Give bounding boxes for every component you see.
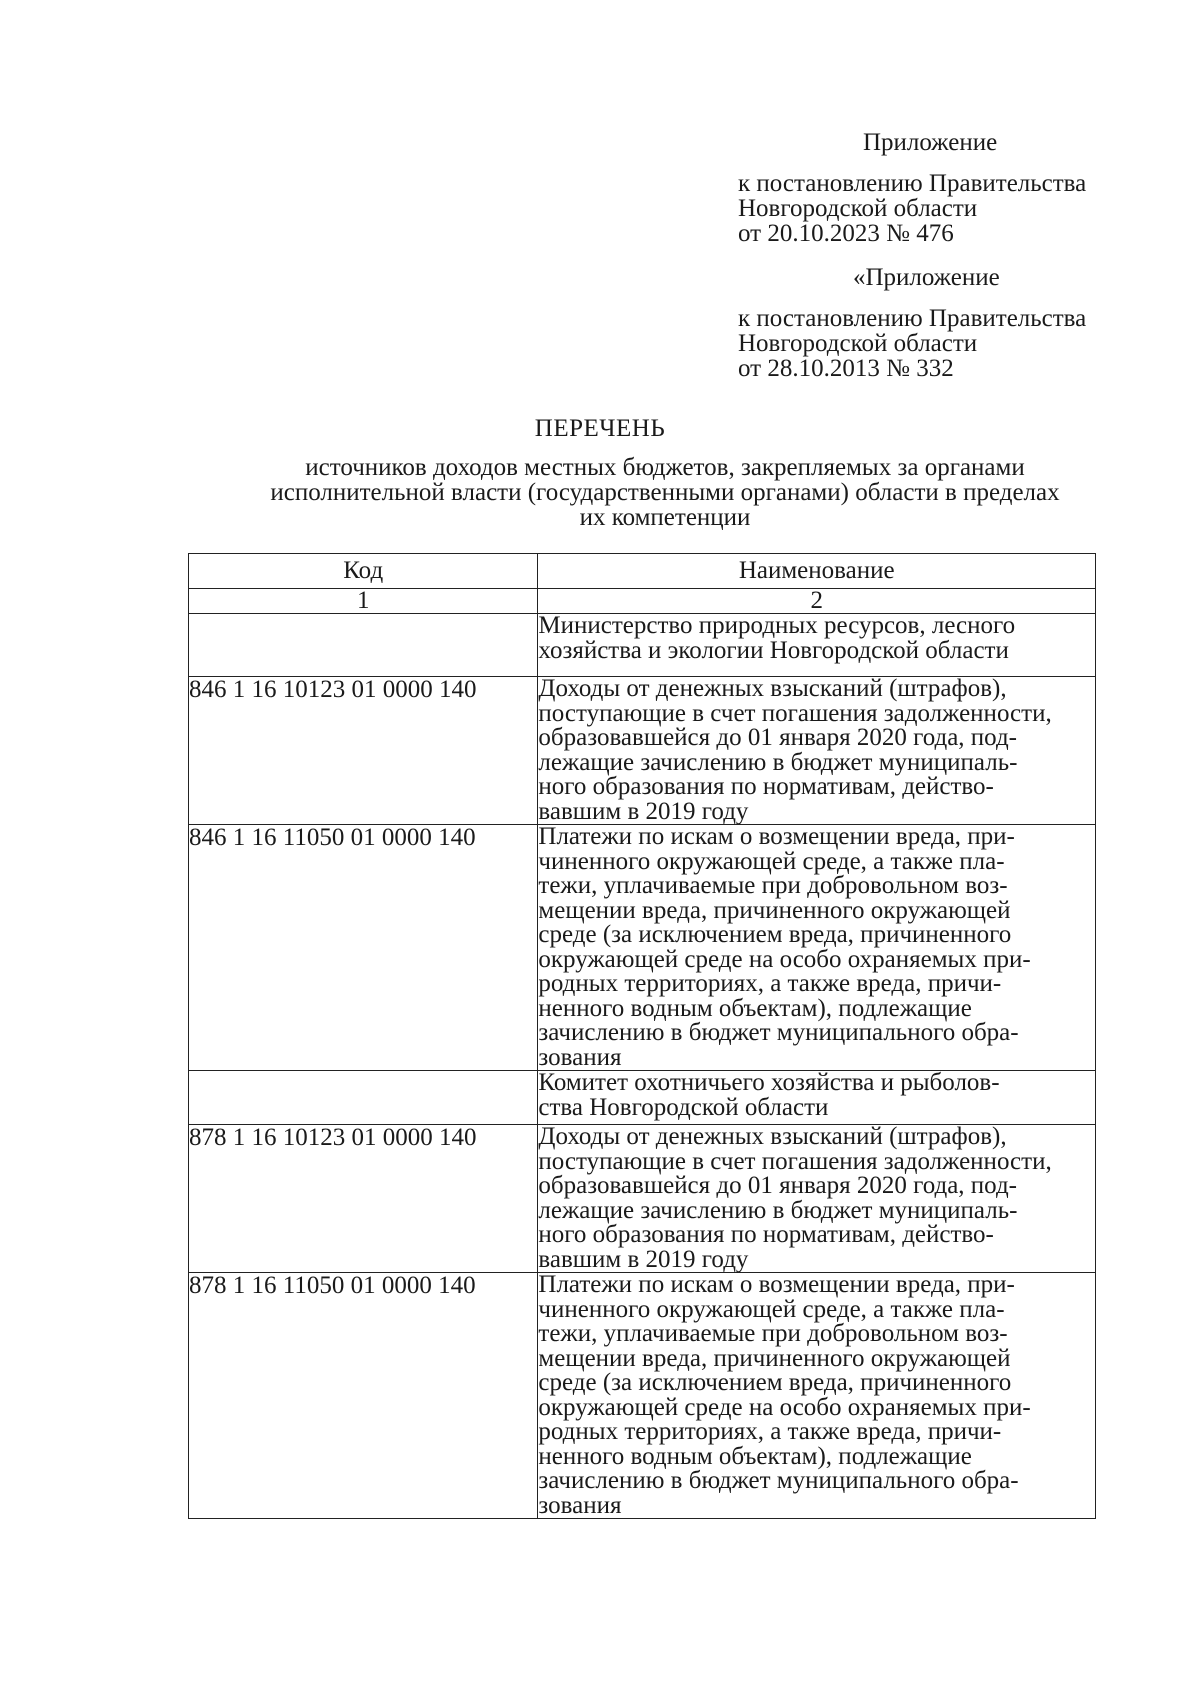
code-cell: 846 1 16 11050 01 0000 140 — [189, 825, 538, 1071]
name-cell — [538, 1071, 1096, 1125]
name-line: ного образования по нормативам, действо- — [538, 773, 994, 800]
name-line: вавшим в 2019 году — [538, 797, 749, 825]
name-cell — [538, 614, 1096, 677]
name-line: окружающей среде на особо охраняемых при- — [538, 1393, 1031, 1421]
name-cell — [538, 825, 1096, 1071]
appendix-block-original — [738, 265, 1086, 381]
appendix-line: от 28.10.2013 № 332 — [738, 355, 954, 382]
table-row — [189, 825, 1096, 1071]
name-line: ненного водным объектам), подлежащие — [538, 1442, 972, 1470]
name-line: родных территориях, а также вреда, причи- — [538, 1418, 1002, 1445]
appendix-line: к постановлению Правительства — [738, 170, 1087, 197]
header-code: Код — [189, 554, 538, 589]
name-line: лежащие зачислению в бюджет муниципаль- — [538, 748, 1018, 776]
appendix-line: Новгородской области — [738, 330, 978, 357]
name-line: Платежи по искам о возмещении вреда, при- — [538, 1271, 1015, 1298]
name-line: ного образования по нормативам, действо- — [538, 1221, 994, 1248]
name-line: тежи, уплачиваемые при добровольном воз- — [538, 872, 1008, 899]
name-line: ства Новгородской области — [538, 1093, 829, 1121]
name-line: окружающей среде на особо охраняемых при- — [538, 945, 1031, 973]
code-cell — [189, 1071, 538, 1125]
table-row — [189, 1125, 1096, 1273]
name-line: Доходы от денежных взысканий (штрафов), — [538, 675, 1007, 702]
name-line: зования — [538, 1491, 622, 1519]
name-line: хозяйства и экологии Новгородской области — [538, 636, 1009, 664]
name-cell — [538, 677, 1096, 825]
column-number: 2 — [538, 589, 1096, 614]
table-header-row — [189, 554, 1096, 589]
appendix-line: от 20.10.2023 № 476 — [738, 220, 954, 247]
name-line: Платежи по искам о возмещении вреда, при- — [538, 823, 1015, 850]
name-line: чиненного окружающей среде, а также пла- — [538, 1295, 1005, 1323]
name-line: зования — [538, 1043, 622, 1071]
name-line: родных территориях, а также вреда, причи- — [538, 970, 1002, 997]
name-line: вавшим в 2019 году — [538, 1245, 749, 1273]
name-line: среде (за исключением вреда, причиненного — [538, 921, 1012, 948]
header-name: Наименование — [538, 554, 1096, 589]
document-title: ПЕРЕЧЕНЬ — [534, 415, 666, 442]
name-line: поступающие в счет погашения задолженности, — [538, 699, 1052, 727]
appendix-line: Новгородской области — [738, 195, 978, 222]
name-line: поступающие в счет погашения задолженности, — [538, 1147, 1052, 1175]
appendix-title: Приложение — [863, 129, 998, 156]
name-line: чиненного окружающей среде, а также пла- — [538, 847, 1005, 875]
name-line: Доходы от денежных взысканий (штрафов), — [538, 1123, 1007, 1150]
name-cell — [538, 1125, 1096, 1273]
document-subtitle — [215, 455, 1115, 530]
name-line: Министерство природных ресурсов, лесного — [538, 612, 1016, 639]
column-number: 1 — [189, 589, 538, 614]
table-row — [189, 1273, 1096, 1519]
table-row — [189, 677, 1096, 825]
name-line: образовавшейся до 01 января 2020 года, под- — [538, 724, 1017, 751]
subtitle-line: источников доходов местных бюджетов, закрепляемых за органами — [305, 454, 1025, 481]
appendix-title: «Приложение — [853, 264, 1000, 291]
name-line: зачислению в бюджет муниципального обра- — [538, 1467, 1019, 1494]
name-cell — [538, 1273, 1096, 1519]
name-line: образовавшейся до 01 января 2020 года, под- — [538, 1172, 1017, 1199]
name-line: зачислению в бюджет муниципального обра- — [538, 1019, 1019, 1046]
name-line: ненного водным объектам), подлежащие — [538, 994, 972, 1022]
revenue-sources-table — [188, 553, 1096, 1519]
subtitle-line: исполнительной власти (государственными органами) области в пределах — [270, 479, 1060, 506]
code-cell: 878 1 16 10123 01 0000 140 — [189, 1125, 538, 1273]
code-cell — [189, 614, 538, 677]
code-cell: 846 1 16 10123 01 0000 140 — [189, 677, 538, 825]
name-line: лежащие зачислению в бюджет муниципаль- — [538, 1196, 1018, 1224]
column-number-row — [189, 589, 1096, 614]
appendix-line: к постановлению Правительства — [738, 305, 1087, 332]
table-row — [189, 1071, 1096, 1125]
name-line: тежи, уплачиваемые при добровольном воз- — [538, 1320, 1008, 1347]
appendix-block-current — [738, 130, 1086, 246]
name-line: мещении вреда, причиненного окружающей — [538, 896, 1011, 924]
code-cell: 878 1 16 11050 01 0000 140 — [189, 1273, 538, 1519]
table-row — [189, 614, 1096, 677]
name-line: Комитет охотничьего хозяйства и рыболов- — [538, 1069, 1000, 1096]
subtitle-line: их компетенции — [579, 504, 751, 531]
name-line: среде (за исключением вреда, причиненного — [538, 1369, 1012, 1396]
name-line: мещении вреда, причиненного окружающей — [538, 1344, 1011, 1372]
